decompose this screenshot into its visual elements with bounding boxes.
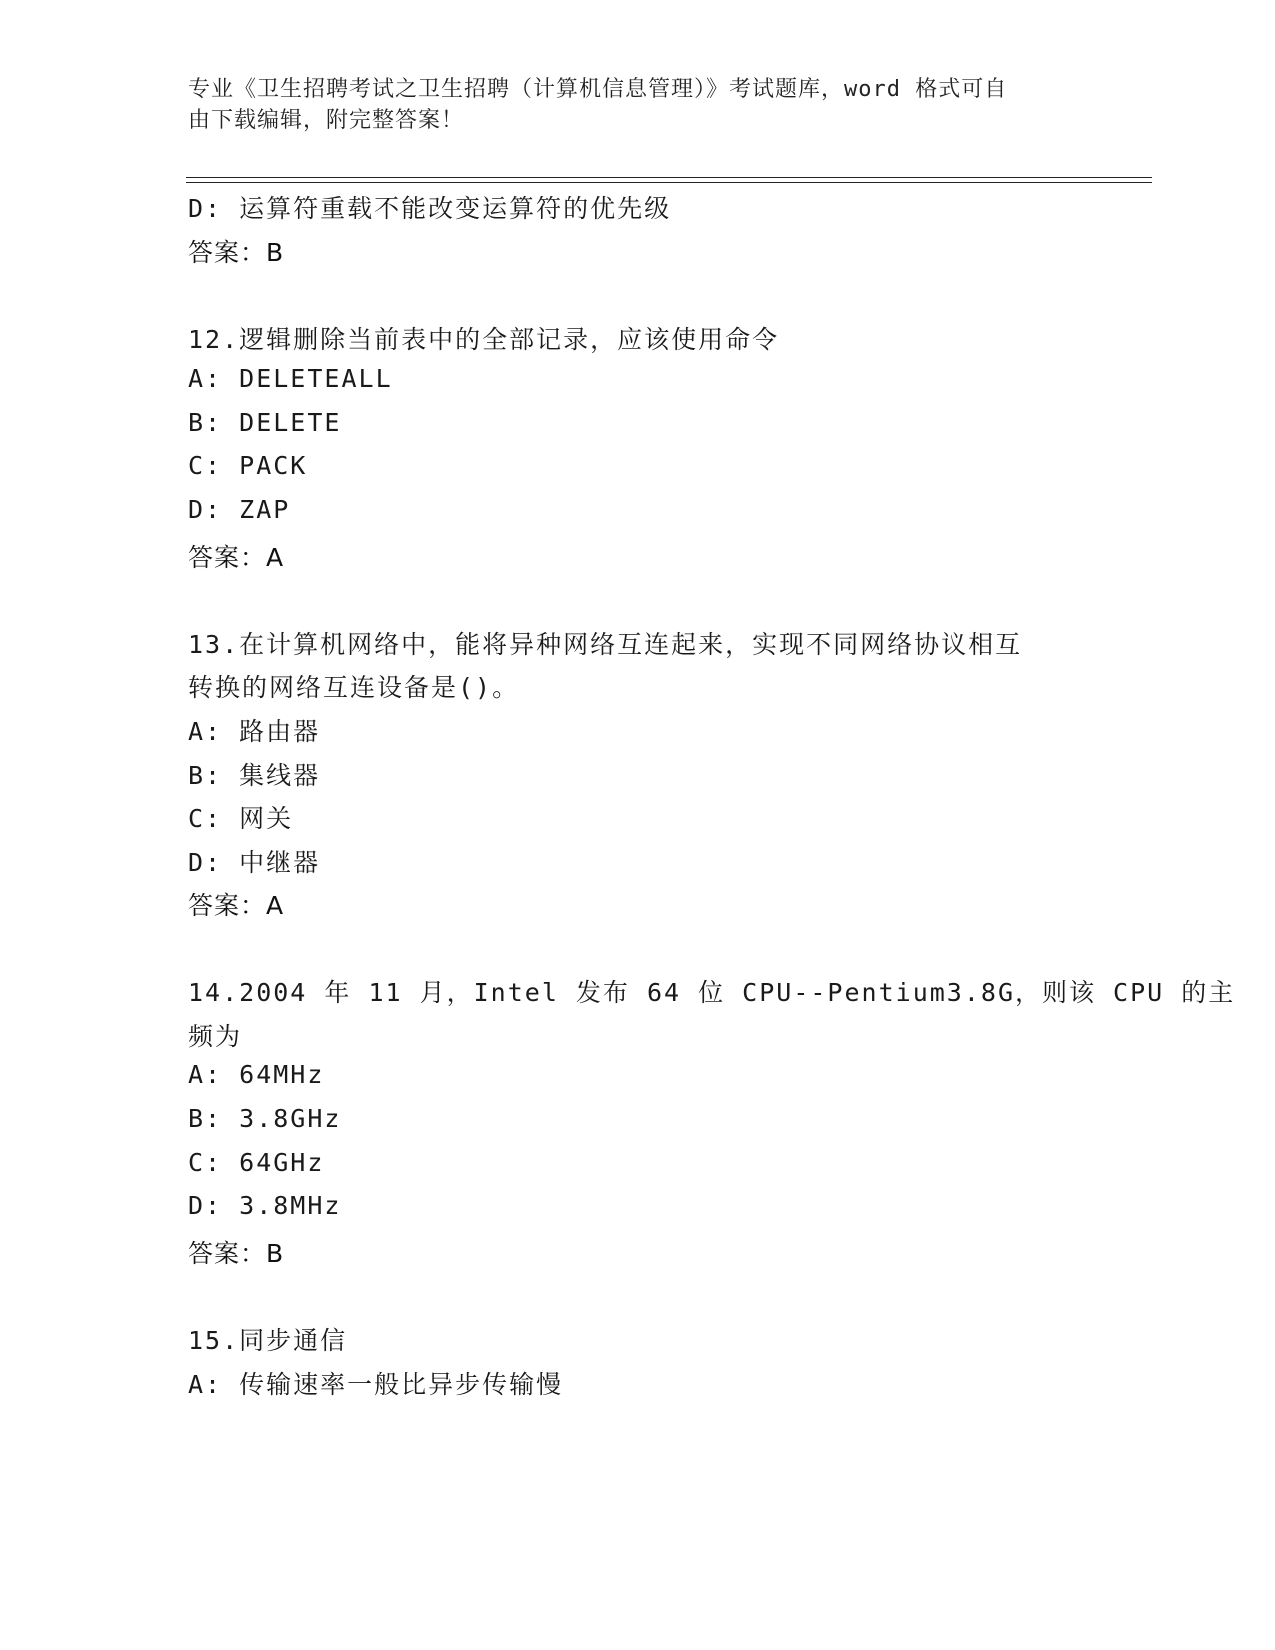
header-rule-bottom [186, 182, 1152, 183]
question-13-option-b: B: 集线器 [188, 761, 321, 790]
question-13-option-a: A: 路由器 [188, 717, 321, 746]
header-line-2: 由下载编辑，附完整答案！ [188, 108, 465, 133]
question-15-option-a: A: 传输速率一般比异步传输慢 [188, 1370, 564, 1399]
question-15-stem: 15.同步通信 [188, 1326, 348, 1355]
question-14-option-b: B: 3.8GHz [188, 1104, 342, 1133]
question-14-option-d: D: 3.8MHz [188, 1191, 342, 1220]
question-14-stem-line-2: 频为 [188, 1022, 243, 1051]
question-12-option-c: C: PACK [188, 451, 308, 480]
question-12-answer: 答案：A [188, 543, 285, 572]
question-14-stem-line-1: 14.2004 年 11 月，Intel 发布 64 位 CPU--Pentium3.8G，则该 CPU 的主 [188, 978, 1236, 1007]
question-13-stem-line-1: 13.在计算机网络中，能将异种网络互连起来，实现不同网络协议相互 [188, 630, 1023, 659]
page-header [188, 74, 1068, 136]
question-13-answer: 答案：A [188, 891, 285, 920]
question-13-option-c: C: 网关 [188, 804, 294, 833]
option-d: D: 运算符重载不能改变运算符的优先级 [188, 194, 672, 223]
question-12-option-a: A: DELETEALL [188, 364, 393, 393]
question-14-option-a: A: 64MHz [188, 1060, 325, 1089]
answer: 答案：B [188, 238, 285, 267]
header-line-1: 专业《卫生招聘考试之卫生招聘（计算机信息管理）》考试题库，word 格式可自 [188, 77, 1008, 102]
question-12-option-b: B: DELETE [188, 408, 342, 437]
question-14-option-c: C: 64GHz [188, 1148, 325, 1177]
question-13-stem-line-2: 转换的网络互连设备是()。 [188, 673, 520, 702]
question-12-stem: 12.逻辑删除当前表中的全部记录，应该使用命令 [188, 325, 780, 354]
header-rule-top [186, 177, 1152, 178]
question-14-answer: 答案：B [188, 1239, 285, 1268]
question-12-option-d: D: ZAP [188, 495, 291, 524]
question-13-option-d: D: 中继器 [188, 848, 321, 877]
